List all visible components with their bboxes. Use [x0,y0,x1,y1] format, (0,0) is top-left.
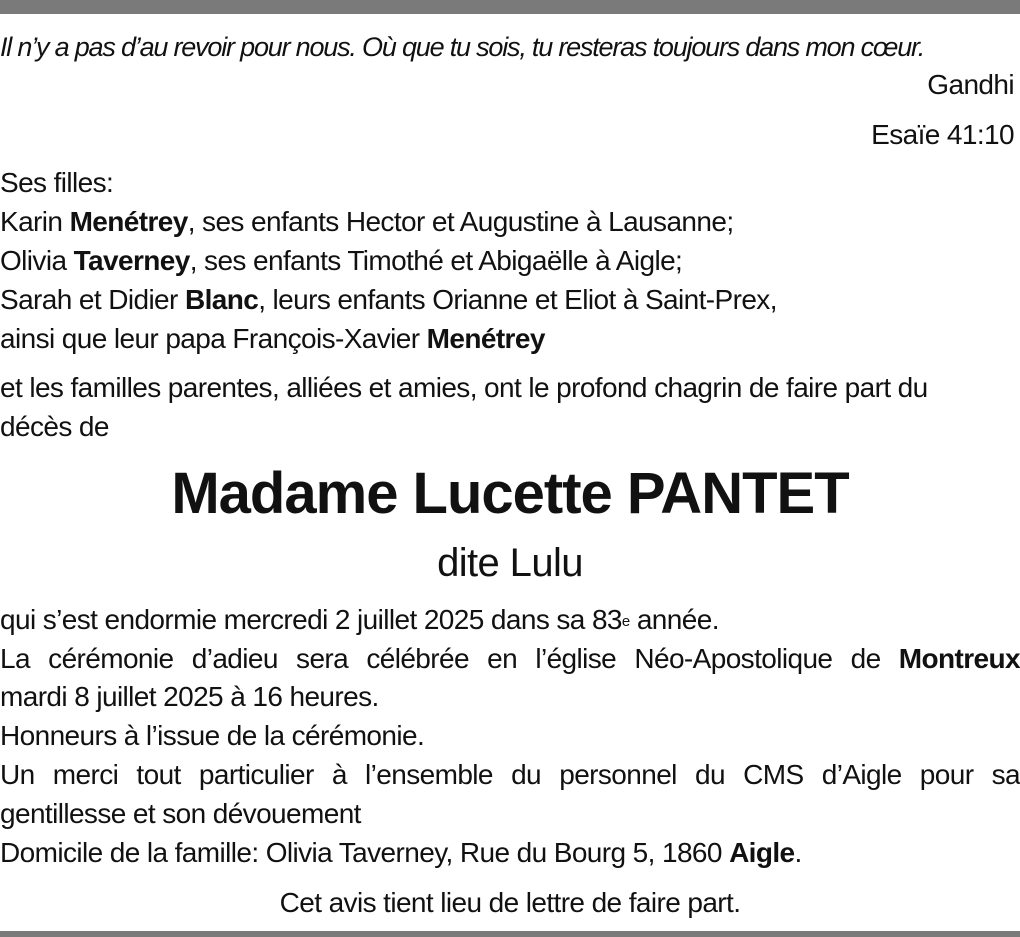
thanks-line: Un merci tout particulier à l’ensemble du personnel du CMS d’Aigle pour sa [0,759,1020,790]
member-first: ainsi que leur papa François-Xavier [0,323,420,354]
closing-line: Cet avis tient lieu de lettre de faire part. [279,887,741,918]
family-member [0,319,1020,358]
member-first: Karin [0,206,63,237]
domicile-line [0,833,1020,872]
family-member [0,202,1020,241]
thanks-line-end: gentillesse et son dévouement [0,798,361,829]
member-surname: Blanc [184,284,259,315]
family-member [0,241,1020,280]
announcement-line: et les familles parentes, alliées et amies, ont le profond chagrin de faire part du [0,372,928,403]
member-rest: , leurs enfants Orianne et Eliot à Saint-Prex, [258,284,777,315]
death-text-end: année. [629,604,719,635]
member-surname: Taverney [73,245,190,276]
member-rest: , ses enfants Hector et Augustine à Lausanne; [187,206,734,237]
domicile-end: . [794,837,802,868]
family-member [0,280,1020,319]
ceremony-time: mardi 8 juillet 2025 à 16 heures. [0,681,379,712]
ordinal-suffix: e [621,613,630,630]
ceremony-line [0,639,1020,678]
death-notice [0,600,1020,639]
honours-line: Honneurs à l’issue de la cérémonie. [0,720,425,751]
ceremony-text: La cérémonie d’adieu sera célébrée en l’église Néo-Apostolique de [0,643,881,674]
family-intro: Ses filles: [0,167,114,198]
member-surname: Menétrey [69,206,188,237]
member-first: Olivia [0,245,67,276]
domicile-text: Domicile de la famille: Olivia Taverney, Rue du Bourg 5, 1860 [0,837,722,868]
member-first: Sarah et Didier [0,284,178,315]
epigraph-quote: Il n’y a pas d’au revoir pour nous. Où que tu sois, tu resteras toujours dans mon cœur. [0,32,925,62]
death-text: qui s’est endormie mercredi 2 juillet 2025 dans sa 83 [0,604,622,635]
ceremony-place: Montreux [898,643,1020,674]
epigraph-author: Gandhi [927,69,1014,100]
deceased-nickname: dite Lulu [437,541,583,585]
announcement-line: décès de [0,411,109,442]
bible-verse: Esaïe 41:10 [871,119,1014,150]
member-rest: , ses enfants Timothé et Abigaëlle à Aigle; [189,245,683,276]
deceased-name: Madame Lucette PANTET [171,461,849,526]
bottom-rule [0,931,1020,937]
member-surname: Menétrey [426,323,545,354]
top-rule [0,0,1020,14]
domicile-city: Aigle [729,837,795,868]
